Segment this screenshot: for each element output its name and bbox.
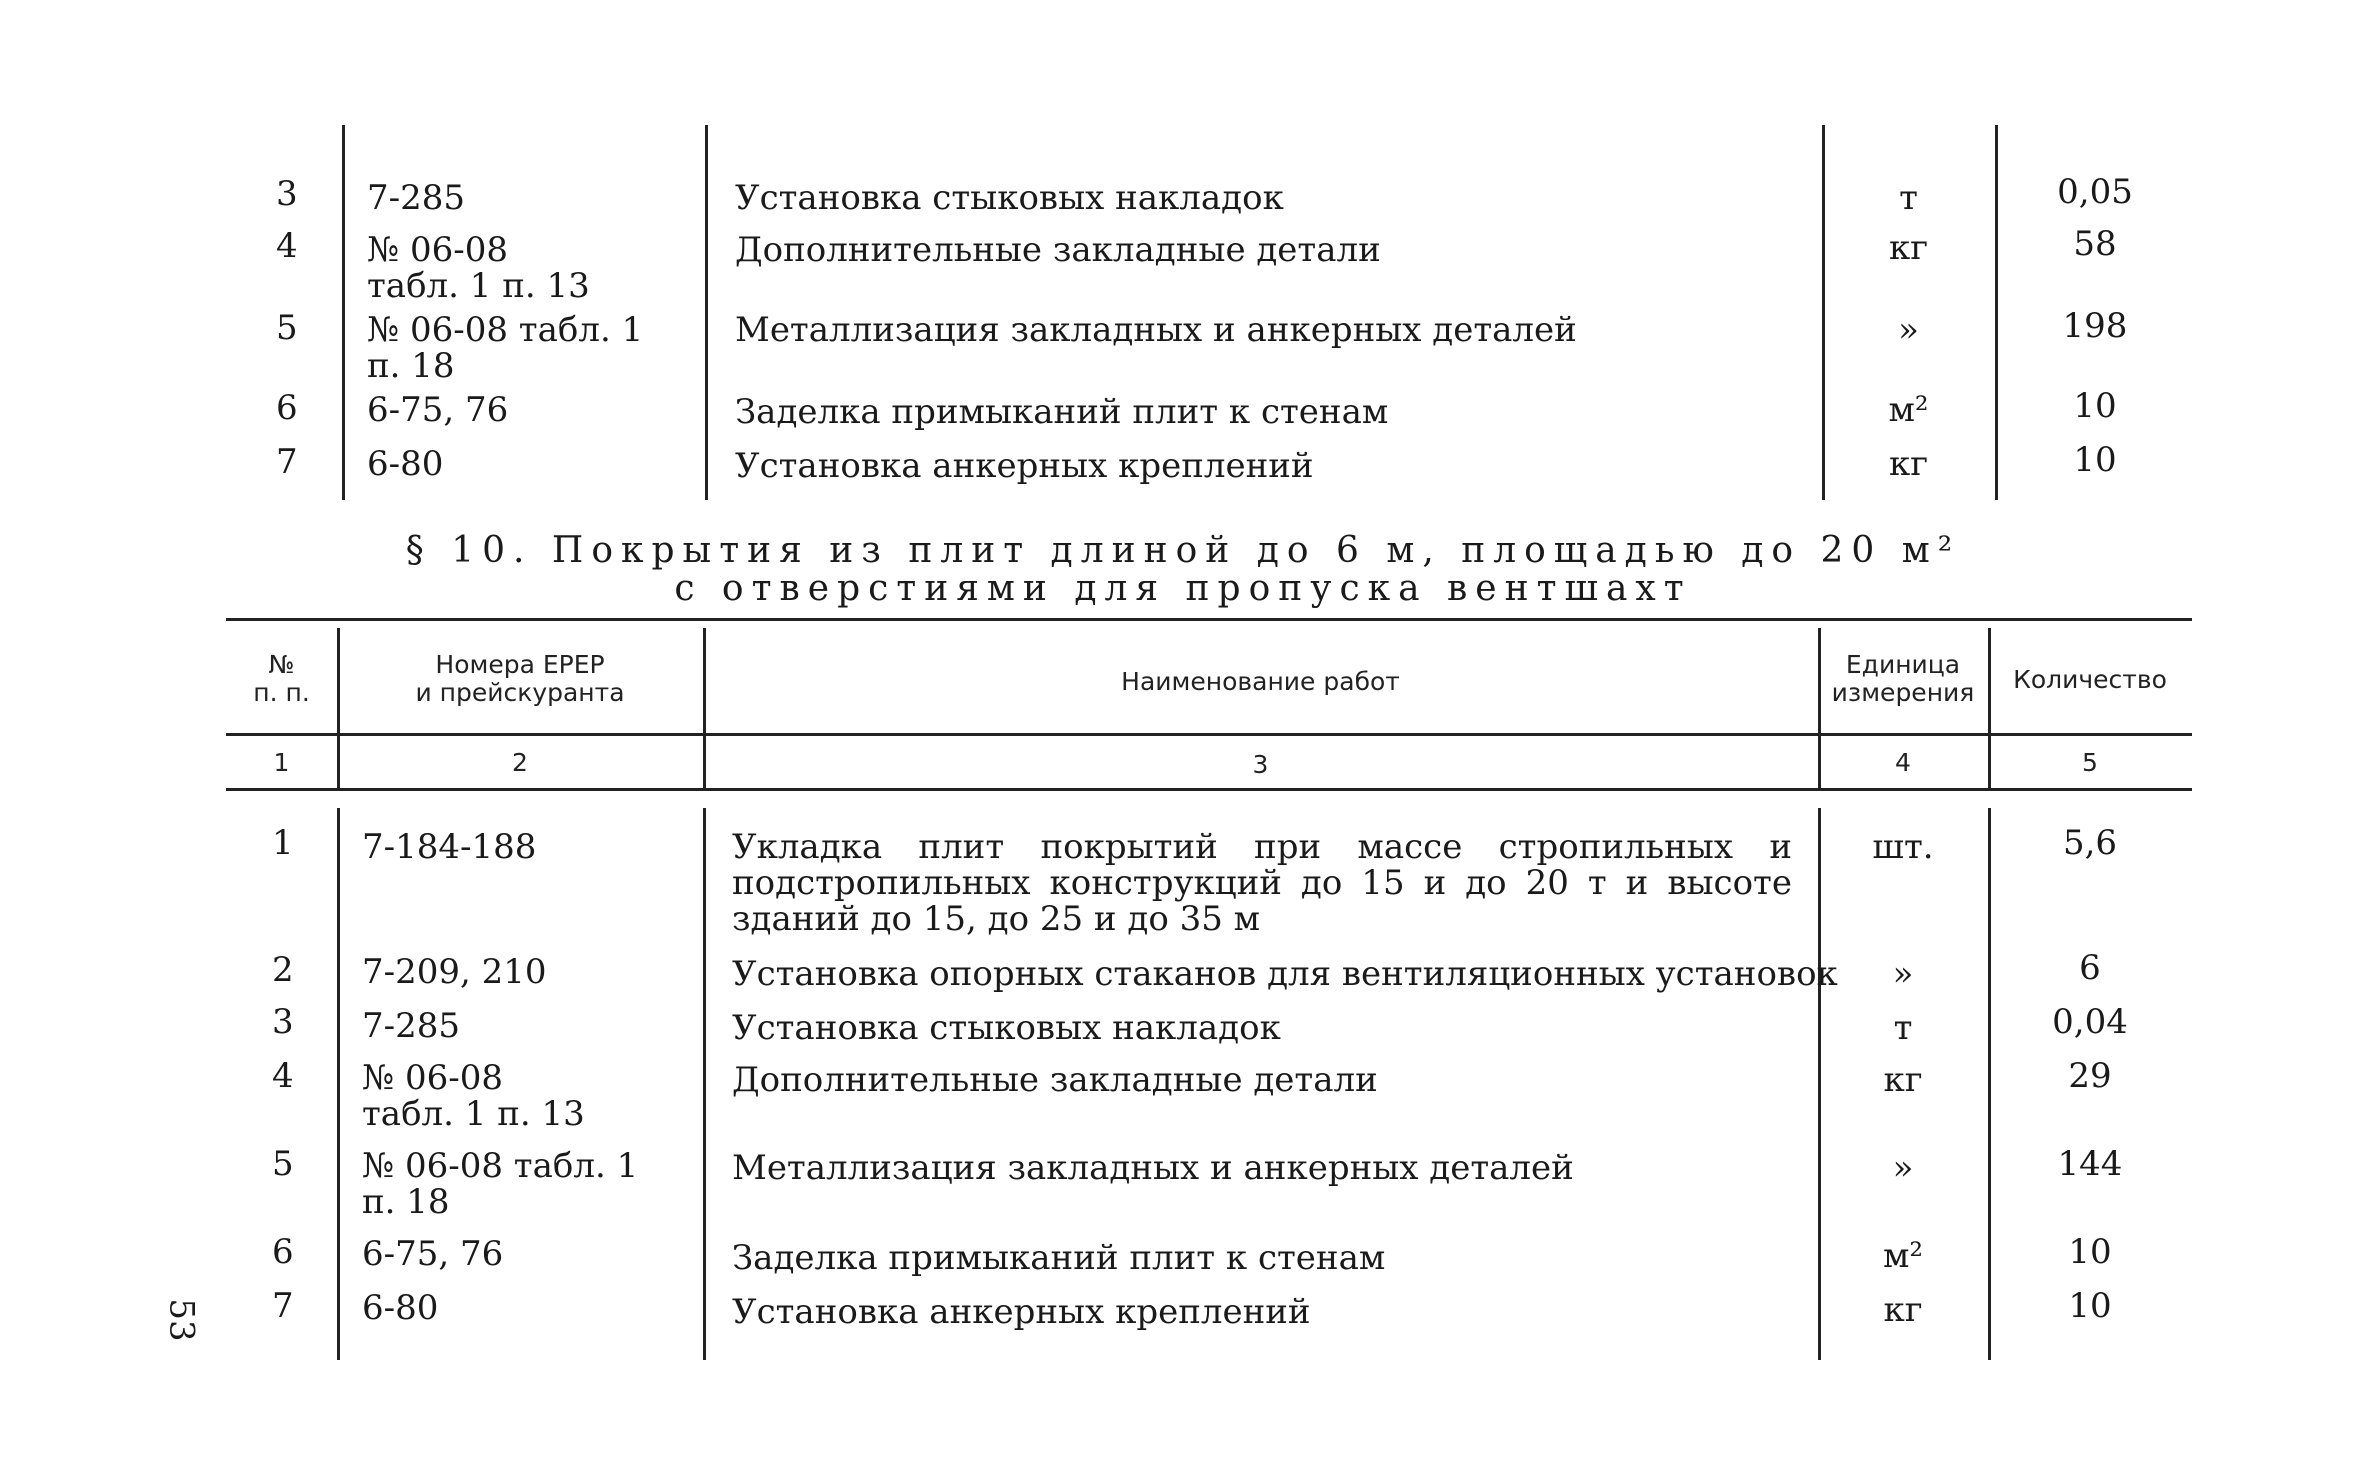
quantity: 10 <box>2073 440 2117 480</box>
column-numbers-rule <box>226 788 2192 791</box>
work-name: Дополнительные закладные детали <box>735 230 1381 270</box>
rate-code: 7-184-188 <box>362 827 537 867</box>
row-number: 7 <box>276 442 298 482</box>
quantity: 10 <box>2073 386 2117 426</box>
rate-code: № 06-08 <box>362 1058 503 1098</box>
unit: » <box>1898 310 1919 350</box>
quantity: 29 <box>2068 1056 2112 1096</box>
unit: кг <box>1883 1290 1923 1330</box>
unit: кг <box>1888 444 1929 484</box>
header-quantity: Количество <box>2013 665 2167 694</box>
rate-code-line2: п. 18 <box>362 1182 450 1222</box>
work-name: Укладка плит покрытий при массе стропильных и подстропильных конструкций до 15 и до 20 т и высоте зданий до 15, до 25 и до 35 м <box>732 827 1792 939</box>
work-name: Заделка примыканий плит к стенам <box>732 1238 1386 1278</box>
row-number: 5 <box>272 1144 294 1184</box>
row-number: 6 <box>276 388 298 428</box>
column-number: 4 <box>1895 748 1911 777</box>
unit: » <box>1892 954 1914 994</box>
column-number: 2 <box>512 748 528 777</box>
quantity: 198 <box>2062 306 2128 346</box>
row-number: 1 <box>272 823 294 863</box>
rate-code: № 06-08 табл. 1 <box>367 310 644 350</box>
quantity: 0,05 <box>2057 172 2133 212</box>
row-number: 2 <box>272 950 294 990</box>
quantity: 6 <box>2079 948 2101 988</box>
work-name: Установка стыковых накладок <box>735 178 1284 218</box>
rate-code-line2: табл. 1 п. 13 <box>362 1094 585 1134</box>
rate-code-line2: п. 18 <box>367 346 455 386</box>
work-name: Дополнительные закладные детали <box>732 1060 1378 1100</box>
rate-code: 6-80 <box>362 1288 439 1328</box>
page-number: 53 <box>161 1298 202 1342</box>
row-number: 4 <box>276 226 298 266</box>
unit: т <box>1899 178 1918 218</box>
unit: кг <box>1883 1060 1923 1100</box>
section-title-line2: с отверстиями для пропуска вентшахт <box>674 568 1692 609</box>
table-top-rule <box>226 618 2192 621</box>
quantity: 0,04 <box>2052 1002 2128 1042</box>
work-name: Установка опорных стаканов для вентиляционных установок <box>732 954 1838 994</box>
unit: т <box>1893 1008 1913 1048</box>
work-name: Установка стыковых накладок <box>732 1008 1281 1048</box>
rate-code-line2: табл. 1 п. 13 <box>367 266 590 306</box>
header-name: Наименование работ <box>1121 667 1400 696</box>
row-number: 5 <box>276 308 298 348</box>
header-no: № <box>268 650 295 679</box>
column-number: 1 <box>273 748 290 777</box>
header-unit-line2: измерения <box>1831 678 1975 707</box>
unit: м² <box>1888 390 1929 430</box>
quantity: 5,6 <box>2062 823 2118 863</box>
section-title-line1: § 10. Покрытия из плит длиной до 6 м, площадью до 20 м² <box>405 530 1961 571</box>
column-divider <box>705 125 708 500</box>
rate-code: 6-75, 76 <box>367 390 509 430</box>
rate-code: № 06-08 <box>367 230 508 270</box>
rate-code: 6-80 <box>367 444 444 484</box>
row-number: 6 <box>272 1232 294 1272</box>
rate-code: № 06-08 табл. 1 <box>362 1146 639 1186</box>
work-name: Металлизация закладных и анкерных деталей <box>735 310 1577 350</box>
column-divider <box>703 808 706 1360</box>
header-no-line2: п. п. <box>253 678 310 707</box>
work-name: Установка анкерных креплений <box>735 446 1314 486</box>
rate-code: 6-75, 76 <box>362 1234 504 1274</box>
header-unit: Единица <box>1845 650 1961 679</box>
unit: кг <box>1888 228 1929 268</box>
header-rule <box>226 733 2192 736</box>
row-number: 4 <box>272 1056 294 1096</box>
unit: м² <box>1882 1236 1924 1276</box>
quantity: 10 <box>2068 1232 2112 1272</box>
rate-code: 7-285 <box>362 1006 461 1046</box>
column-divider <box>337 808 340 1360</box>
row-number: 7 <box>272 1286 294 1326</box>
header-code: Номера ЕРЕР <box>435 650 605 679</box>
row-number: 3 <box>276 174 298 214</box>
unit: » <box>1892 1148 1914 1188</box>
header-code-line2: и прейскуранта <box>415 678 625 707</box>
work-name: Установка анкерных креплений <box>732 1292 1311 1332</box>
quantity: 144 <box>2057 1144 2123 1184</box>
column-number: 5 <box>2082 748 2098 777</box>
work-name: Металлизация закладных и анкерных деталей <box>732 1148 1574 1188</box>
unit: шт. <box>1872 827 1934 867</box>
column-number: 3 <box>1252 750 1269 779</box>
work-name: Заделка примыканий плит к стенам <box>735 392 1389 432</box>
rate-code: 7-285 <box>367 178 466 218</box>
row-number: 3 <box>272 1002 294 1042</box>
rate-code: 7-209, 210 <box>362 952 547 992</box>
quantity: 10 <box>2068 1286 2112 1326</box>
column-divider <box>342 125 345 500</box>
quantity: 58 <box>2073 224 2117 264</box>
